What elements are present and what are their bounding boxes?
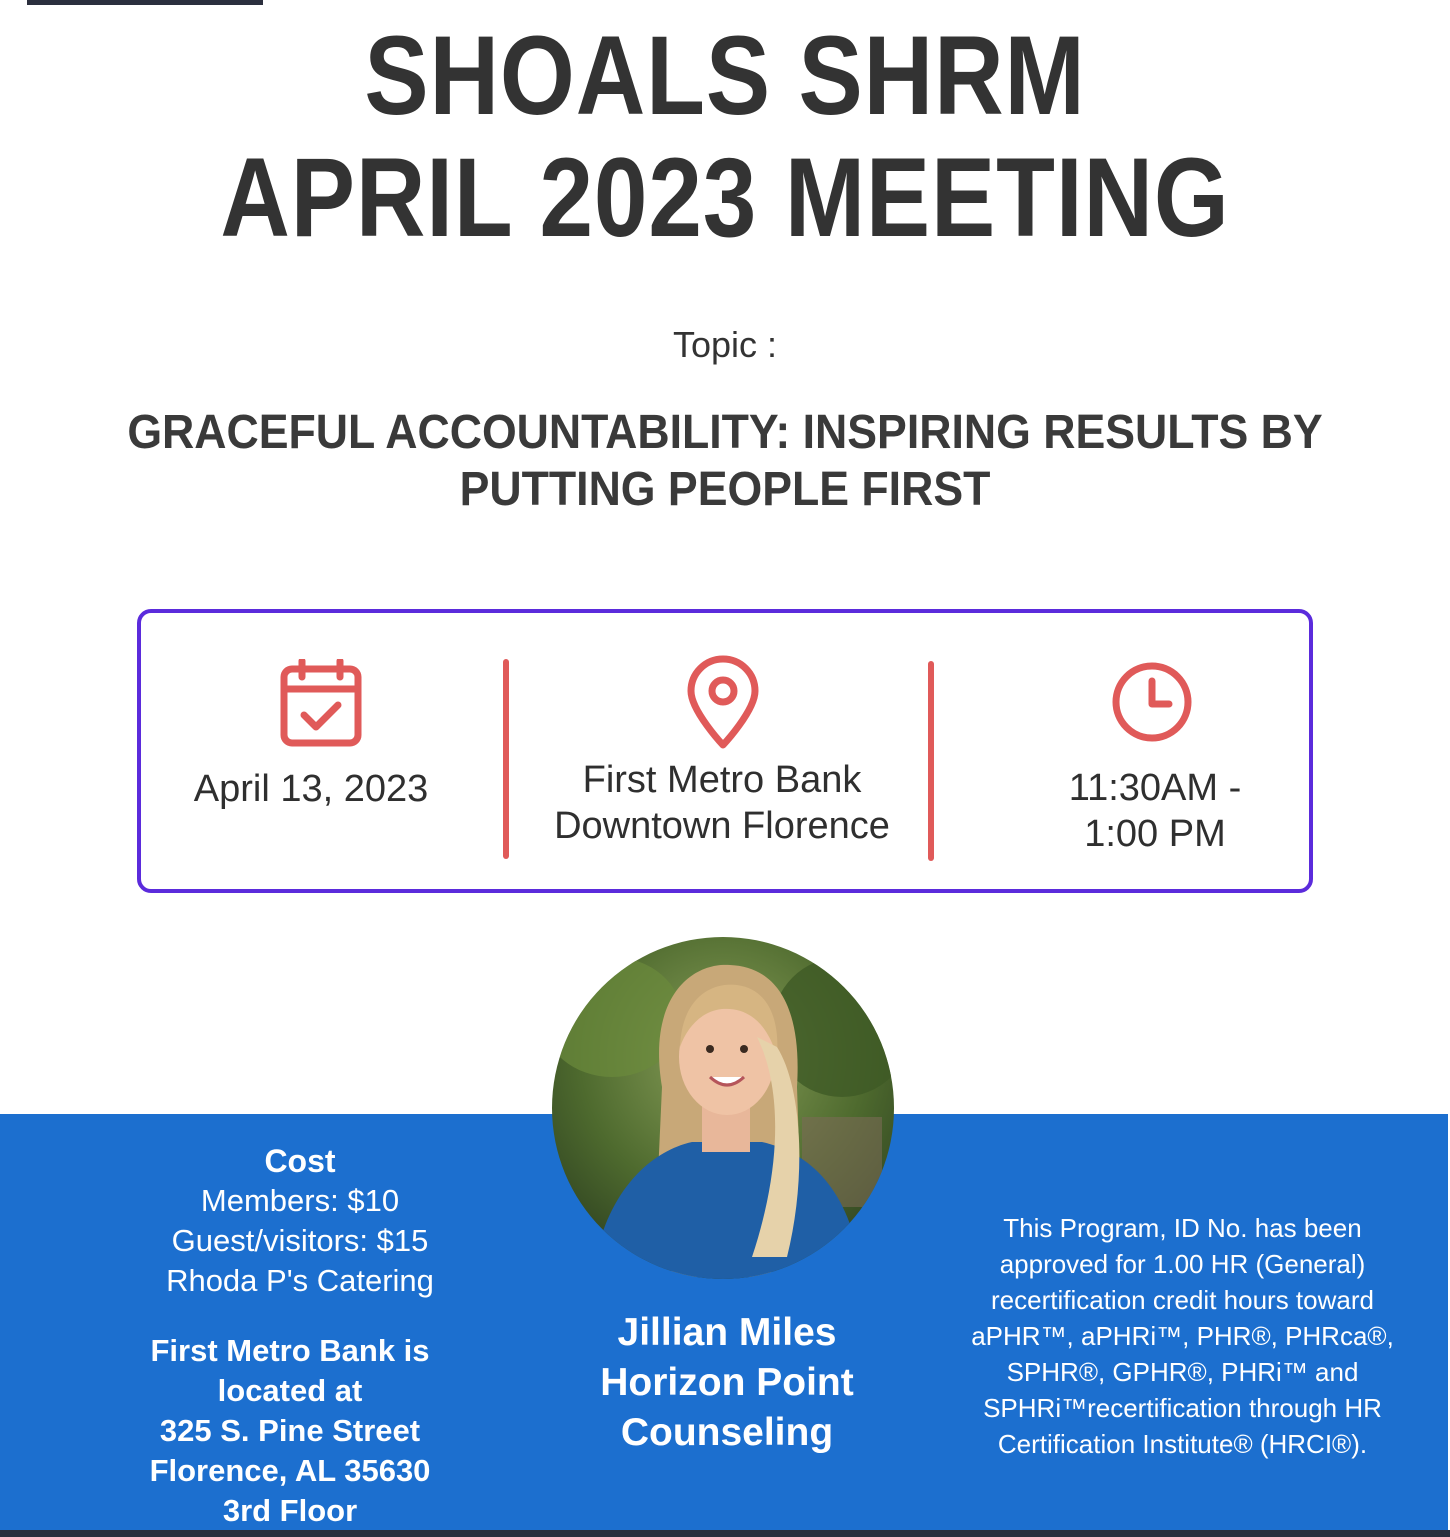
cost-catering: Rhoda P's Catering: [166, 1263, 434, 1298]
speaker-info: [545, 1308, 909, 1458]
event-time-line-2: 1:00 PM: [1084, 813, 1226, 855]
speaker-name: Jillian Miles: [617, 1311, 837, 1354]
hrci-line: SPHRi™recertification through HR: [983, 1393, 1382, 1423]
bottom-edge-bar: [0, 1530, 1450, 1537]
venue-address: [120, 1331, 460, 1531]
cost-guests: Guest/visitors: $15: [171, 1223, 429, 1258]
event-location-line-2: Downtown Florence: [554, 805, 890, 847]
address-line-2: located at: [217, 1373, 363, 1408]
topic-title-line-2: PUTTING PEOPLE FIRST: [459, 463, 991, 516]
cost-heading: Cost: [264, 1143, 336, 1179]
hrci-line: Certification Institute® (HRCI®).: [997, 1429, 1368, 1459]
address-line-4: Florence, AL 35630: [149, 1453, 431, 1488]
address-line-3: 325 S. Pine Street: [159, 1413, 421, 1448]
divider-2: [928, 661, 934, 861]
event-time-line-1: 11:30AM -: [1068, 767, 1242, 809]
speaker-portrait-image: [552, 937, 894, 1279]
event-time: [941, 765, 1369, 857]
divider-1: [503, 659, 509, 859]
event-location: [513, 757, 931, 849]
hrci-line: approved for 1.00 HR (General): [999, 1249, 1366, 1279]
calendar-check-icon: [278, 659, 366, 751]
hrci-credit-notice: [960, 1210, 1405, 1462]
address-line-1: First Metro Bank is: [150, 1333, 430, 1368]
topic-title-line-1: GRACEFUL ACCOUNTABILITY: INSPIRING RESULTS BY: [127, 406, 1323, 459]
event-details-box: [137, 609, 1313, 893]
hrci-line: SPHR®, GPHR®, PHRi™ and: [1006, 1357, 1359, 1387]
cost-list: [130, 1181, 470, 1301]
address-line-5: 3rd Floor: [222, 1493, 358, 1528]
speaker-photo: [552, 937, 894, 1279]
hrci-line: aPHR™, aPHRi™, PHR®, PHRca®,: [971, 1321, 1394, 1351]
topic-label: Topic :: [672, 324, 778, 365]
cost-members: Members: $10: [200, 1183, 400, 1218]
map-pin-icon: [683, 653, 763, 749]
event-location-line-1: First Metro Bank: [582, 759, 862, 801]
event-date: April 13, 2023: [193, 768, 429, 810]
title-line-1: SHOALS SHRM: [364, 13, 1086, 138]
speaker-org-line-2: Counseling: [620, 1411, 834, 1454]
topic-title: [51, 404, 1400, 518]
top-corner-bar: [27, 0, 263, 5]
speaker-org-line-1: Horizon Point: [600, 1361, 854, 1404]
title-line-2: APRIL 2023 MEETING: [220, 135, 1230, 260]
hrci-line: recertification credit hours toward: [991, 1285, 1374, 1315]
clock-icon: [1109, 659, 1195, 745]
hrci-line: This Program, ID No. has been: [1003, 1213, 1362, 1243]
